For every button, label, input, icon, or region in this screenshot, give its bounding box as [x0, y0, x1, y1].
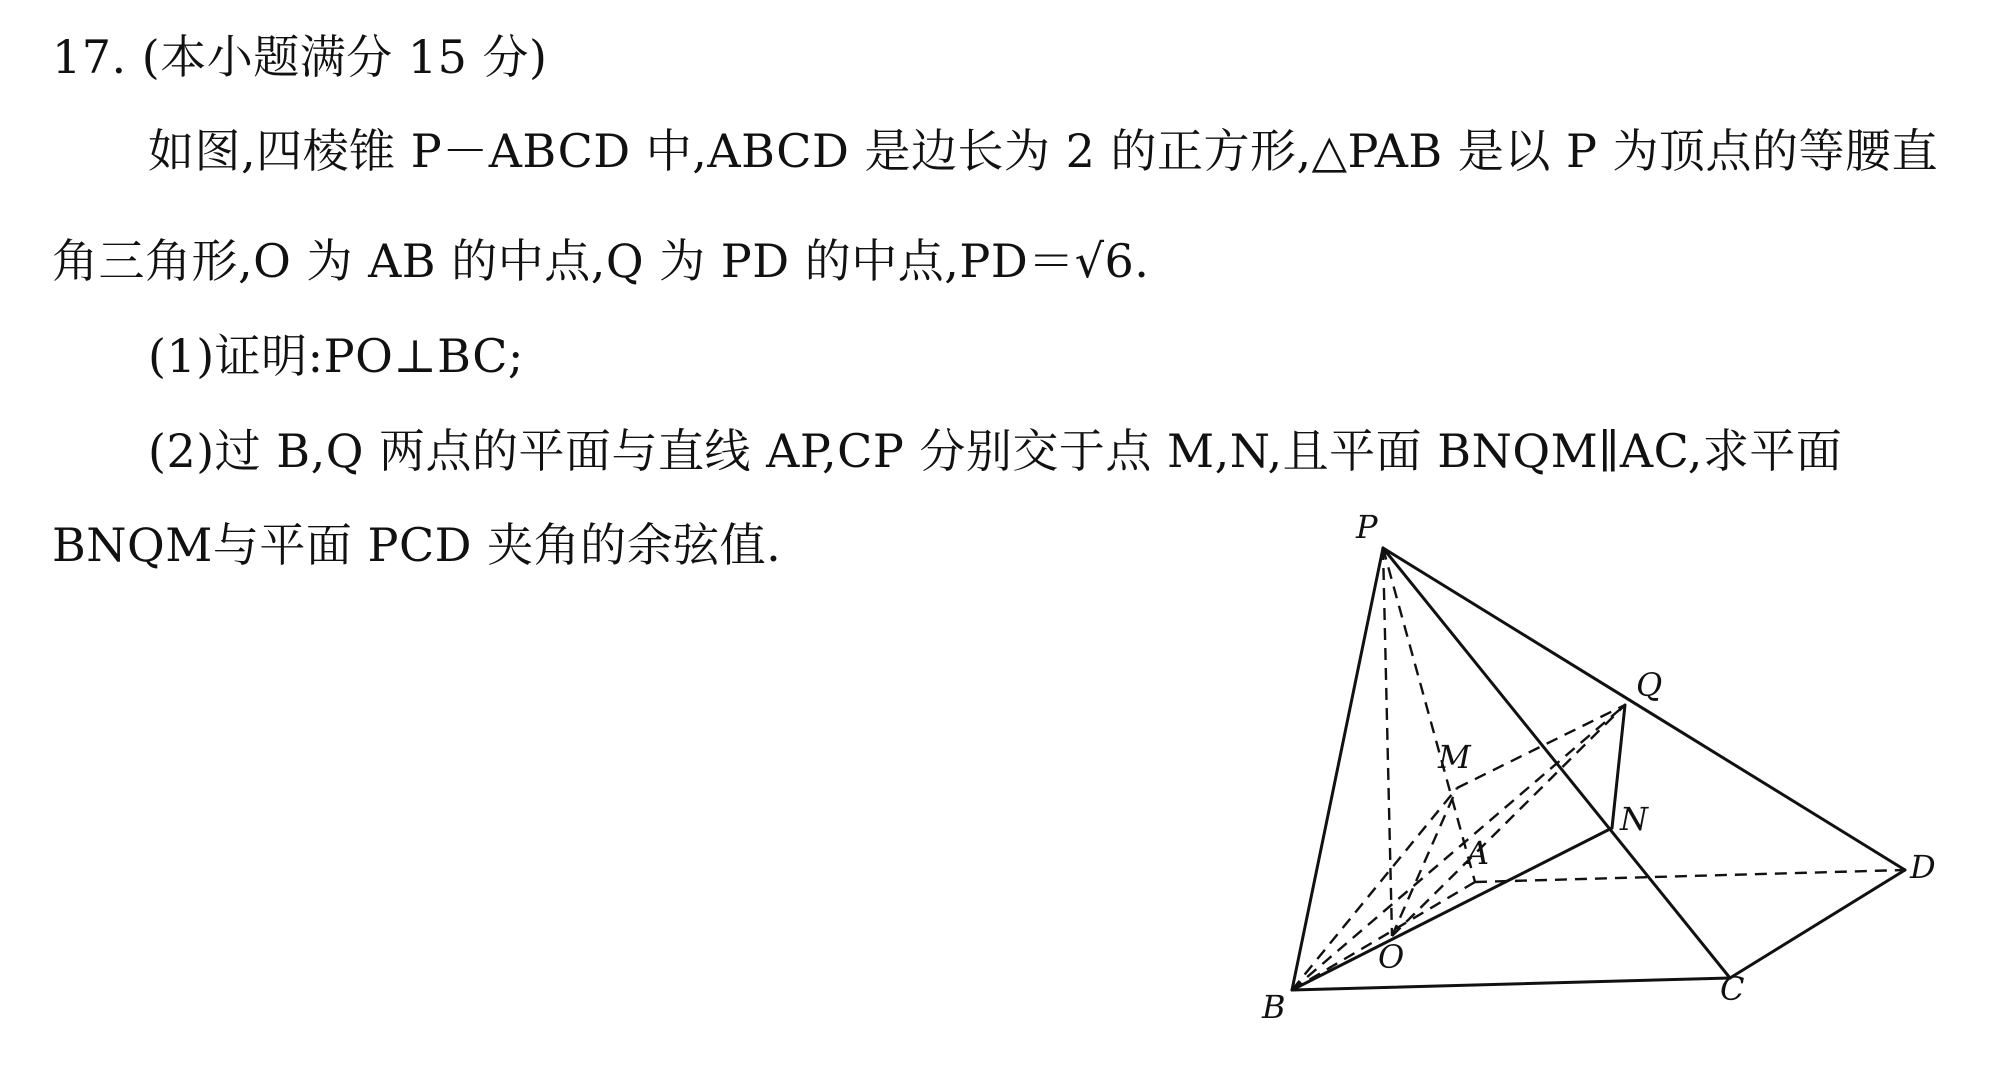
vertex-label-O: O	[1378, 938, 1405, 976]
edge-BM	[1292, 788, 1457, 990]
vertex-label-M: M	[1438, 738, 1471, 776]
edge-CD	[1730, 870, 1905, 978]
problem-statement-line-2: 角三角形,O 为 AB 的中点,Q 为 PD 的中点,PD＝√6.	[52, 234, 1150, 288]
vertex-label-B: B	[1262, 988, 1286, 1026]
edge-AD	[1475, 870, 1905, 882]
vertex-label-P: P	[1356, 508, 1378, 546]
question-part-2-continued: BNQM与平面 PCD 夹角的余弦值.	[52, 518, 782, 572]
problem-header: 17. (本小题满分 15 分)	[52, 30, 548, 84]
edge-BC	[1292, 978, 1730, 990]
question-part-1: (1)证明:PO⊥BC;	[148, 329, 524, 383]
edge-OM	[1392, 788, 1457, 936]
edge-PA	[1383, 548, 1475, 882]
edge-OQ	[1392, 705, 1625, 936]
vertex-label-Q: Q	[1636, 666, 1663, 704]
vertex-label-C: C	[1720, 970, 1745, 1008]
problem-statement-line-1: 如图,四棱锥 P－ABCD 中,ABCD 是边长为 2 的正方形,△PAB 是以 P 为顶点的等腰直	[148, 124, 1939, 178]
vertex-label-D: D	[1910, 848, 1936, 886]
vertex-label-A: A	[1466, 834, 1490, 872]
vertex-label-N: N	[1620, 800, 1648, 838]
question-part-2: (2)过 B,Q 两点的平面与直线 AP,CP 分别交于点 M,N,且平面 BNQM∥AC,求平面	[148, 424, 1843, 478]
